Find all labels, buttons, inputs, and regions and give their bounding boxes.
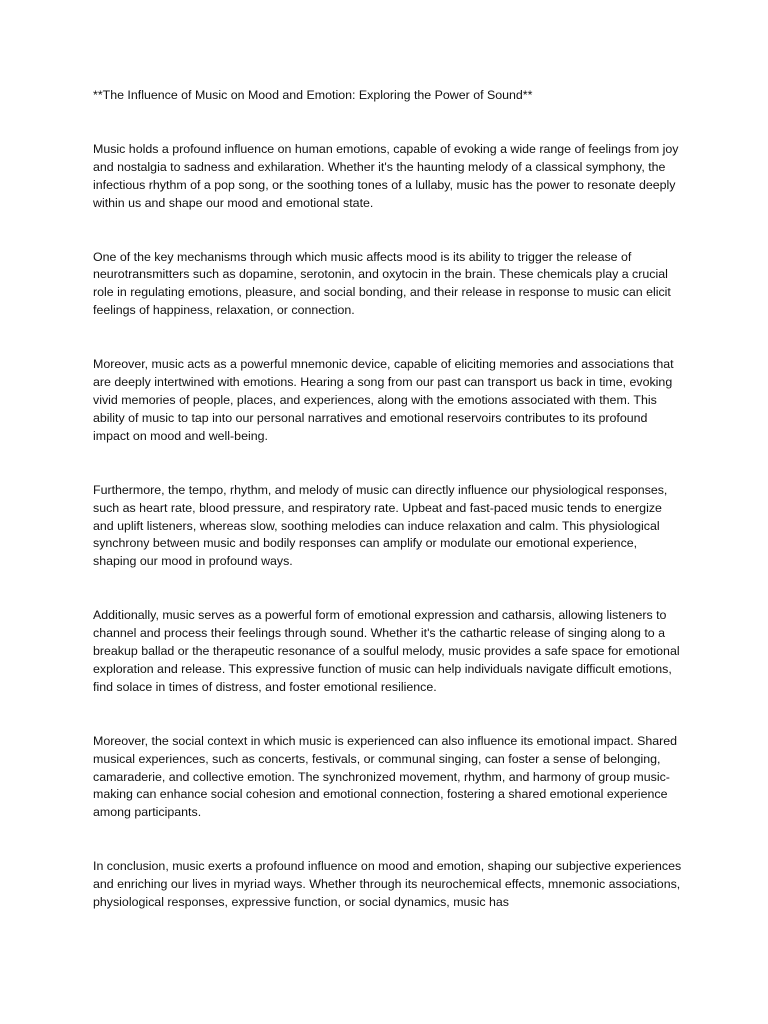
paragraph-neurotransmitters: One of the key mechanisms through which music affects mood is its ability to trigger the release of neurotransmitters such as dopamine, serotonin, and oxytocin in the brain. These chemicals play a crucial role in regulating emotions, pleasure, and social bonding, and their release in response to music can elicit feelings of happiness, relaxation, or connection. bbox=[93, 249, 671, 318]
paragraph-physiology: Furthermore, the tempo, rhythm, and melody of music can directly influence our physiological responses, such as heart rate, blood pressure, and respiratory rate. Upbeat and fast-paced music tends to energize and uplift listeners, whereas slow, soothing melodies can induce relaxation and calm. This physiological synchrony between music and bodily responses can amplify or modulate our emotional experience, shaping our mood in profound ways. bbox=[93, 482, 668, 569]
paragraph-memory: Moreover, music acts as a powerful mnemonic device, capable of eliciting memories and associations that are deeply intertwined with emotions. Hearing a song from our past can transport us back in time, evoking vivid memories of people, places, and experiences, along with the emotions associated with them. This ability of music to tap into our personal narratives and emotional reservoirs contributes to its profound impact on mood and well-being. bbox=[93, 357, 674, 443]
paragraph-intro: Music holds a profound influence on human emotions, capable of evoking a wide range of feelings from joy and nostalgia to sadness and exhilaration. Whether it's the haunting melody of a classical symphony, the infectious rhythm of a pop song, or the soothing tones of a lullaby, music has the power to resonate deeply within us and shape our mood and emotional state. bbox=[93, 141, 679, 210]
paragraph-conclusion: In conclusion, music exerts a profound influence on mood and emotion, shaping our subjective experiences and enriching our lives in myriad ways. Whether through its neurochemical effects, mnemonic associations, physiological responses, expressive function, or social dynamics, music has bbox=[93, 859, 682, 910]
paragraph-social: Moreover, the social context in which music is experienced can also influence its emotional impact. Shared musical experiences, such as concerts, festivals, or communal singing, can foster a sense of belonging, camaraderie, and collective emotion. The synchronized movement, rhythm, and harmony of group music-making can enhance social cohesion and emotional connection, fostering a shared emotional experience among participants. bbox=[93, 733, 678, 820]
document-body bbox=[93, 87, 683, 948]
document-title: **The Influence of Music on Mood and Emotion: Exploring the Power of Sound** bbox=[93, 88, 533, 102]
paragraph-catharsis: Additionally, music serves as a powerful form of emotional expression and catharsis, allowing listeners to channel and process their feelings through sound. Whether it's the cathartic release of singing along to a breakup ballad or the therapeutic resonance of a soulful melody, music provides a safe space for emotional exploration and release. This expressive function of music can help individuals navigate difficult emotions, find solace in times of distress, and foster emotional resilience. bbox=[93, 608, 680, 694]
